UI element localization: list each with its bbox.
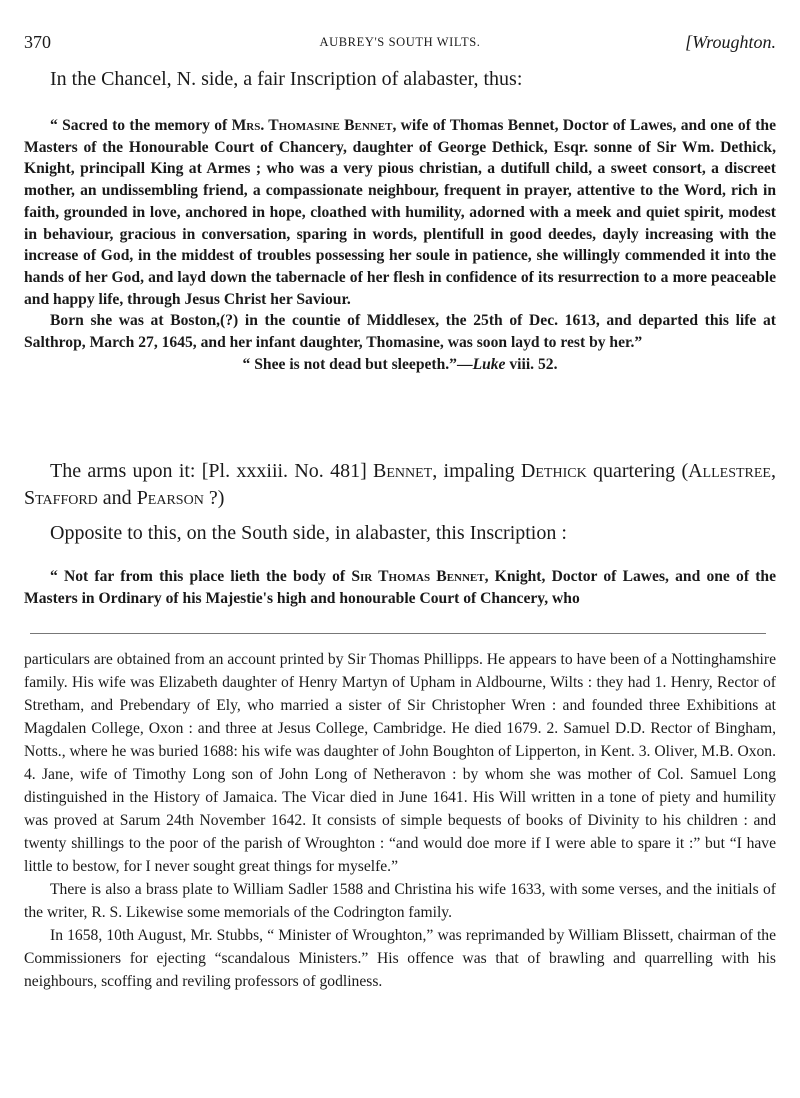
inscription-north-born: Born she was at Boston,(?) in the countie of Middlesex, the 25th of Dec. 1613, and departed this life at Salthrop, March 27, 1645, and her infant daughter, Thomasine, was soon layd to rest by her.” [24, 312, 776, 352]
section-name: [Wroughton. [685, 32, 776, 52]
footnote-paragraph-3: In 1658, 10th August, Mr. Stubbs, “ Minister of Wroughton,” was reprimanded by William Blissett, chairman of the Commissioners for ejecting “scandalous Ministers.” His offence was that of brawling and quarrelling with his neighbours, scoffing and reviling professors of godliness. [24, 927, 776, 990]
intro-north: In the Chancel, N. side, a fair Inscription of alabaster, thus: [50, 68, 523, 90]
footnote-rule [30, 633, 766, 634]
page-number: 370 [24, 32, 51, 52]
footnote-paragraph-1: particulars are obtained from an account printed by Sir Thomas Phillipps. He appears to have been of a Nottinghamshire family. His wife was Elizabeth daughter of Henry Martyn of Upham in Aldbourne, Wilts : they had 1. Henry, Rector of Stretham, and Prebendary of Ely, who married a sister of Sir Christopher Wren : and founded three Exhibitions at Magdalen College, Oxon : and three at Jesus College, Cambridge. He died 1679. 2. Samuel D.D. Rector of Bingham, Notts., where he was buried 1688: his wife was daughter of John Boughton of Lipperton, in Kent. 3. Oliver, M.B. Oxon. 4. Jane, wife of Timothy Long son of John Long of Netheravon : by whom she was mother of Col. Samuel Long distinguished in the History of Jamaica. The Vicar died in June 1641. His Will written in a tone of piety and humility was proved at Sarum 24th November 1642. It consists of simple bequests of books of Divinity to his children : and twenty shillings to the poor of the parish of Wroughton : “and would doe more if I were able to spare it :” but “I have little to bestow, for I never sought great things for myselfe.” [24, 651, 776, 875]
running-head [24, 30, 776, 54]
inscription-north-text: “ Sacred to the memory of Mrs. Thomasine Bennet, wife of Thomas Bennet, Doctor of Lawes, and one of the Masters of the Honourable Court of Chancery, daughter of George Dethick, Esqr. sonne of Sir Wm. Dethick, Knight, principall King at Armes ; who was a very pious christian, a dutifull child, a sweet consort, a discreet mother, an undissembling friend, a compassionate neighbour, frequent in prayer, attentive to the Word, rich in faith, grounded in love, anchored in hope, cloathed with humility, adorned with a meek and quiet spirit, modest in behaviour, gracious in conversation, sparing in words, plentifull in good deedes, dayly increasing with the increase of God, in the middest of troubles possessing her soule in patience, she willingly commended it into the hands of her God, and layd down the tabernacle of her flesh in confidence of its resurrection to a more peaceable and happy life, through Jesus Christ her Saviour. [24, 117, 776, 308]
footnote [24, 648, 776, 993]
inscription-south-text: “ Not far from this place lieth the body of Sir Thomas Bennet, Knight, Doctor of Lawes, and one of the Masters in Ordinary of his Majestie's high and honourable Court of Chancery, who [24, 568, 776, 607]
intro-south: Opposite to this, on the South side, in alabaster, this Inscription : [50, 522, 567, 544]
inscription-north [24, 115, 776, 375]
footnote-paragraph-2: There is also a brass plate to William Sadler 1588 and Christina his wife 1633, with some verses, and the initials of the writer, R. S. Likewise some memorials of the Codrington family. [24, 881, 776, 921]
arms-description: The arms upon it: [Pl. xxxiii. No. 481] Bennet, impaling Dethick quartering (Allestree, Stafford and Pearson ?) [24, 460, 776, 509]
deceased-name: Mrs. Thomasine Bennet [231, 117, 393, 134]
running-title: AUBREY'S SOUTH WILTS. [319, 35, 481, 49]
knight-name: Sir Thomas Bennet [351, 568, 485, 585]
inscription-south [24, 566, 776, 609]
epitaph: “ Shee is not dead but sleepeth.”—Luke viii. 52. [242, 355, 558, 373]
